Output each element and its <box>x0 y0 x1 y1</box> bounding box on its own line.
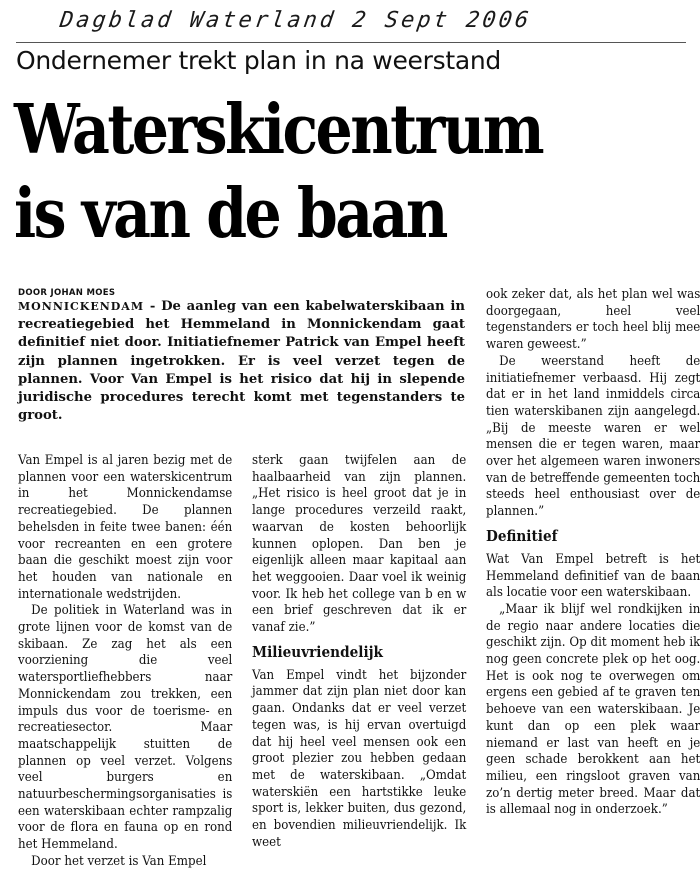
column-1 <box>18 452 232 870</box>
column-2 <box>252 452 466 850</box>
paragraph: sterk gaan twijfelen aan de haalbaarheid van zijn plannen. „Het risico is heel groot dat je in lange procedures verzeild raakt, waarvan de kosten behoorlijk kunnen oplopen. Dan ben je eigenlijk alleen maar kapitaal aan het weggooien. Daar voel ik weinig voor. Ik heb het college van b en w een brief geschreven dat ik er vanaf zie.” <box>252 452 467 635</box>
lead-text: - De aanleg van een kabelwaterskibaan in recreatiegebied het Hemmeland in Monnickendam gaat definitief niet door. Initiatiefnemer Patrick van Empel heeft zijn plannen ingetrokken. Er is veel verzet tegen de plannen. Voor Van Empel is het risico dat hij in slepende juridische procedures terecht komt met tegenstanders te groot. <box>18 299 465 424</box>
paragraph: Wat Van Empel betreft is het Hemmeland definitief van de baan als locatie voor een waterskibaan. <box>486 550 700 600</box>
subhead-definitief: Definitief <box>486 527 558 545</box>
handwritten-source-note: Dagblad Waterland 2 Sept 2006 <box>58 8 533 33</box>
lead-paragraph <box>18 298 465 425</box>
paragraph: Door het verzet is Van Empel <box>31 852 207 868</box>
paragraph: Van Empel vindt het bijzonder jammer dat zijn plan niet door kan gaan. Ondanks dat er veel verzet tegen was, is hij ervan overtuigd dat hij heel veel mensen ook een groot plezier zou hebben gedaan met de waterskibaan. „Omdat waterskiën een hartstikke leuke sport is, lekker buiten, dus gezond, en bovendien milieuvriendelijk. Ik weet <box>252 666 467 849</box>
paragraph: ook zeker dat, als het plan wel was doorgegaan, heel veel tegenstanders er toch heel blij mee waren geweest.” <box>486 286 700 352</box>
paragraph: Van Empel is al jaren bezig met de plannen voor een waterskicentrum in het Monnickendamse recreatiegebied. De plannen behelsden in feite twee banen: één voor recreanten en een grotere baan die geschikt moest zijn voor het houden van nationale en internationale wedstrijden. <box>18 452 233 601</box>
paragraph: „Maar ik blijf wel rondkijken in de regio naar andere locaties die geschikt zijn. Op dit moment heb ik nog geen concrete plek op het oog. Het is ook nog te overwegen om ergens een gebied af te graven ten behoeve van een waterskibaan. Je kunt dan op een plek waar niemand er last van heeft en je geen schade berokkent aan het milieu, een ringsloot graven van zo’n dertig meter breed. Maar dat is allemaal nog in onderzoek.” <box>486 600 700 817</box>
headline-line-1: Waterskicentrum <box>14 90 543 170</box>
paragraph: De politiek in Waterland was in grote lijnen voor de komst van de skibaan. Ze zag het als een voorziening die veel watersportliefhebbers naar Monnickendam zou trekken, een impuls dus voor de toerisme- en recreatiesector. Maar maatschappelijk stuitten de plannen op veel verzet. Volgens veel burgers en natuurbeschermingsorganisaties is een waterskibaan echter rampzalig voor de flora en fauna op en rond het Hemmeland. <box>18 602 233 852</box>
handwritten-underline <box>16 42 686 43</box>
article-kicker: Ondernemer trekt plan in na weerstand <box>16 46 501 75</box>
byline: DOOR JOHAN MOES <box>18 288 116 298</box>
paragraph: De weerstand heeft de initiatiefnemer verbaasd. Hij zegt dat er in het land inmiddels circa tien waterskibanen zijn aangelegd. „Bij de meeste waren er wel mensen die er tegen waren, maar over het algemeen waren inwoners van de betreffende gemeenten toch steeds heel enthousiast over de plannen.” <box>486 352 700 519</box>
subhead-milieuvriendelijk: Milieuvriendelijk <box>252 643 383 661</box>
dateline: MONNICKENDAM <box>18 300 145 313</box>
headline-line-2: is van de baan <box>14 174 446 254</box>
article-headline <box>14 88 607 256</box>
column-3 <box>486 286 700 818</box>
